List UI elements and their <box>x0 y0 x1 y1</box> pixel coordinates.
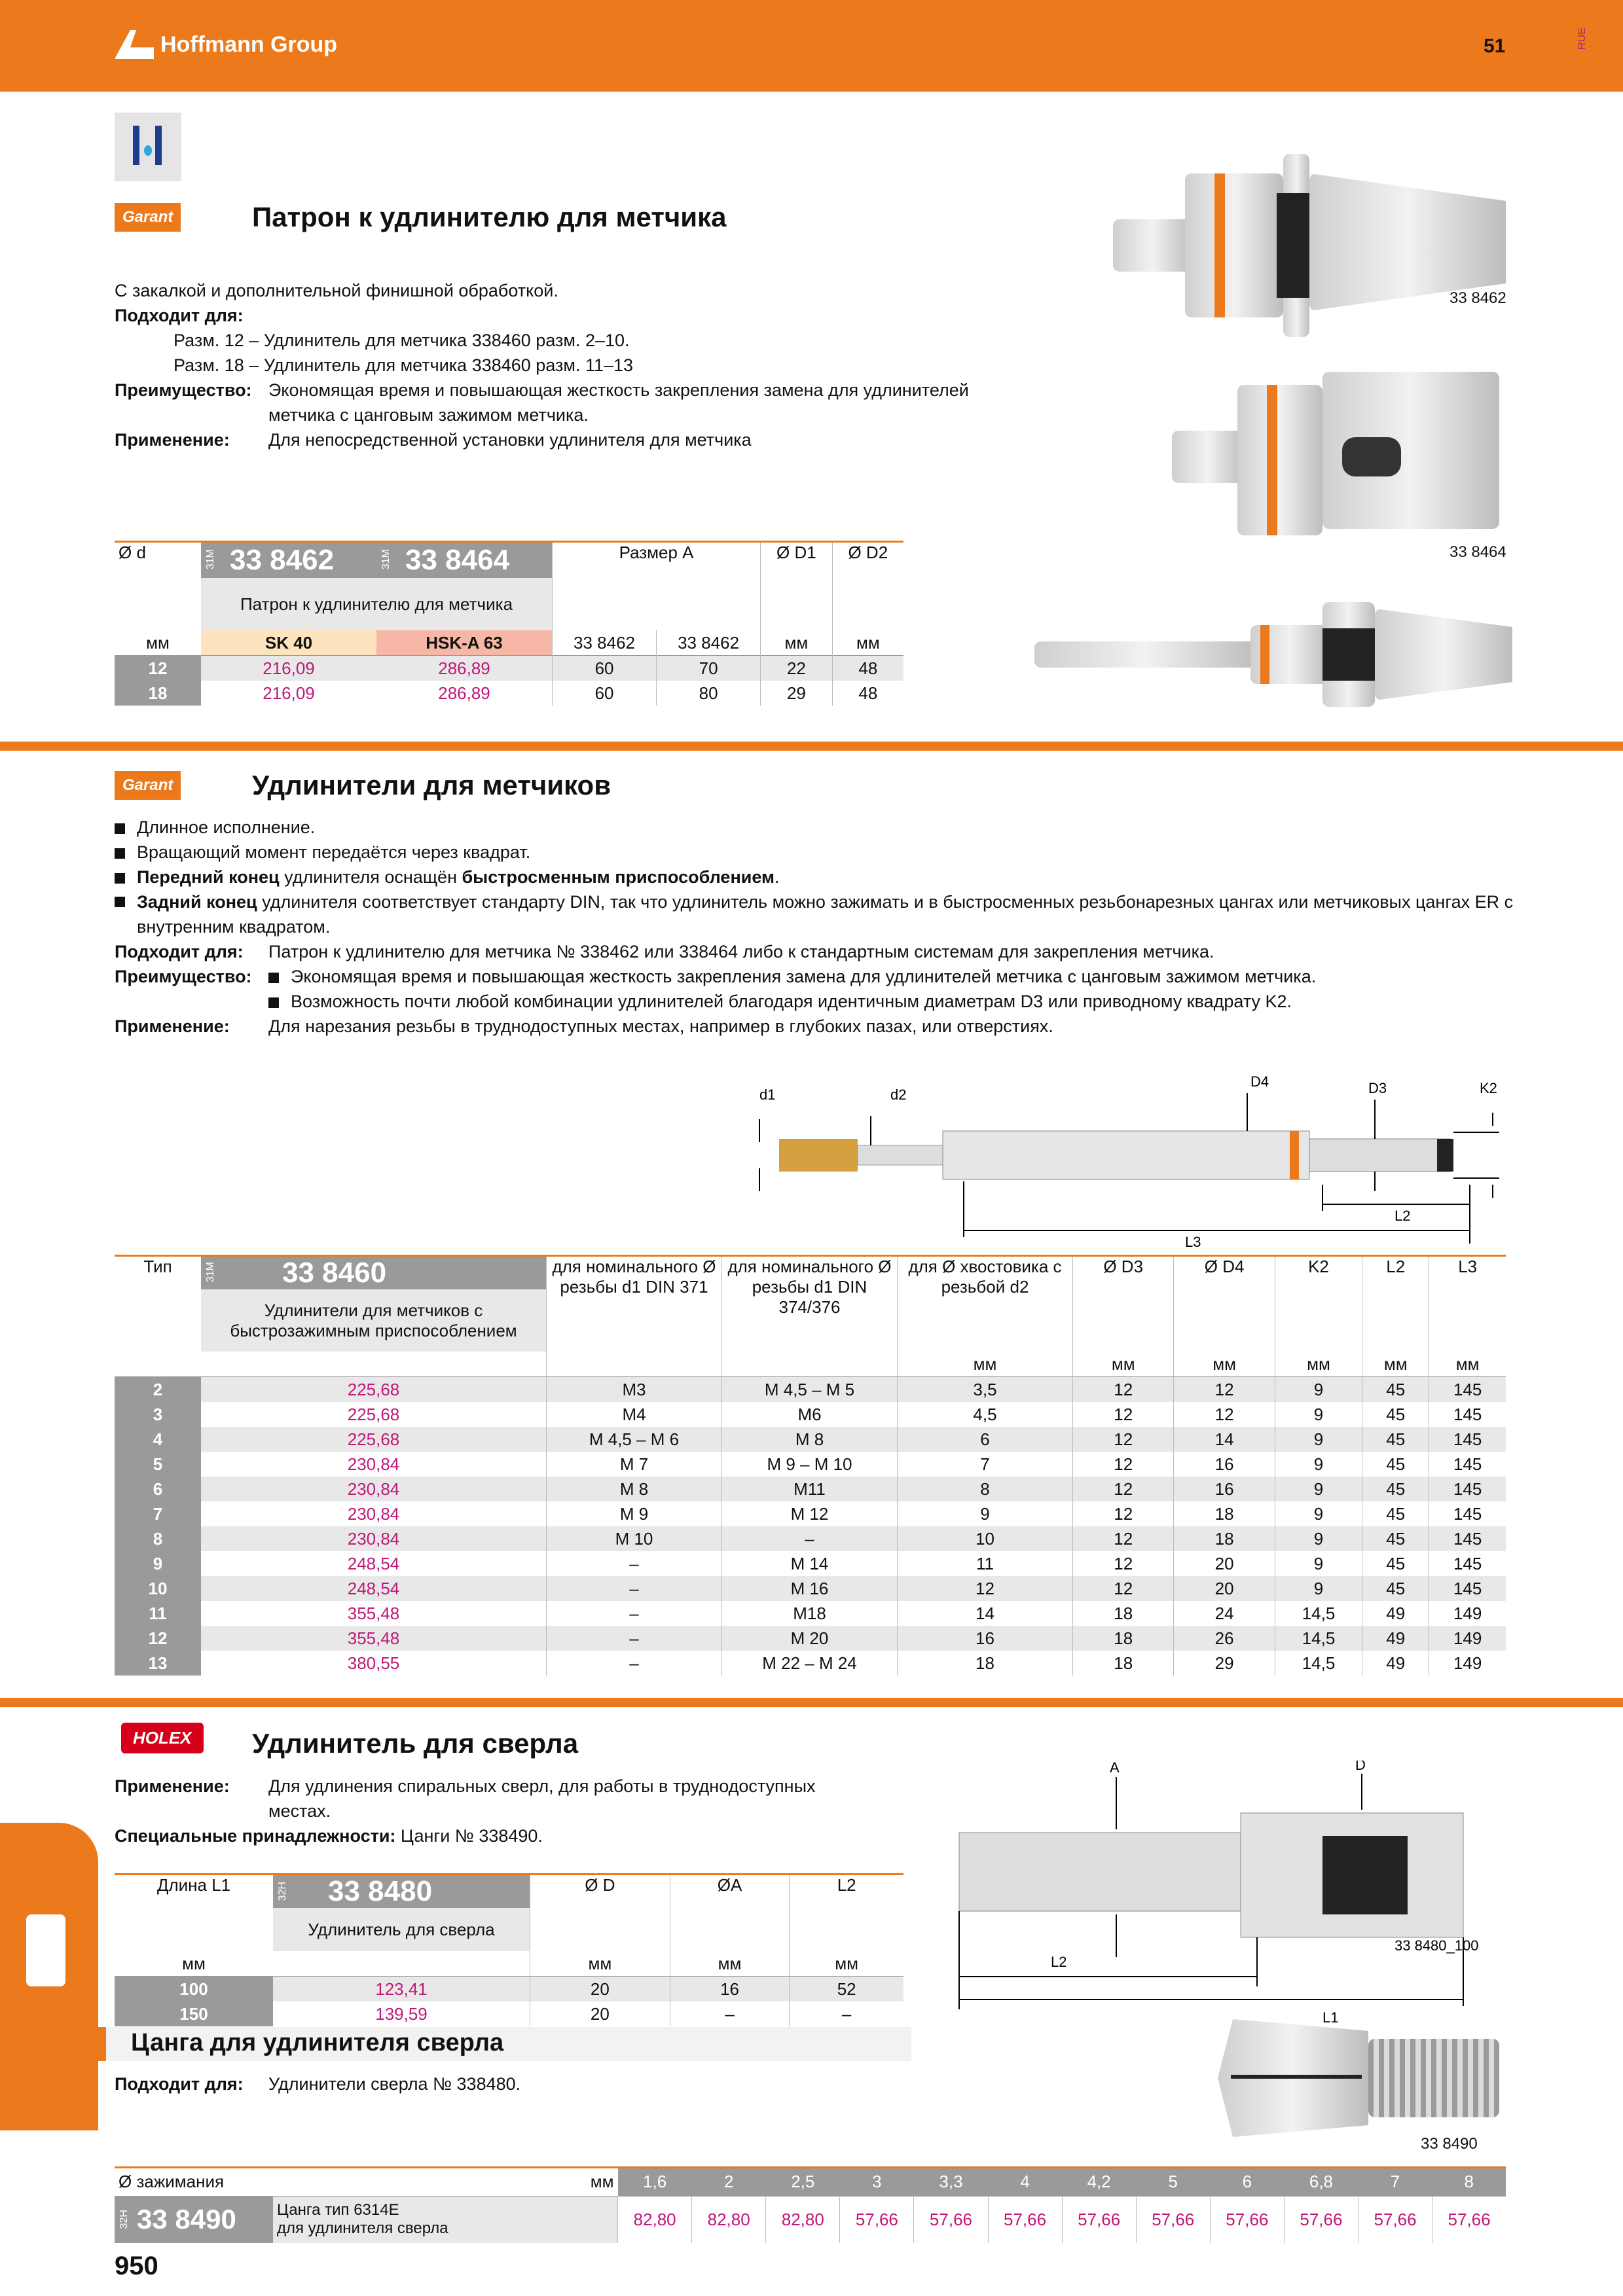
app-text: Для непосредственной установки удлинителя для метчика <box>268 430 752 450</box>
fits-line: Разм. 12 – Удлинитель для метчика 338460 разм. 2–10. <box>173 331 630 350</box>
col-size-a: Размер A <box>553 543 761 578</box>
section-separator <box>0 742 1623 751</box>
dim-d2: d2 <box>890 1086 907 1103</box>
image-caption: 33 8462 <box>1450 289 1506 307</box>
col-L2: L2 <box>790 1875 903 1908</box>
table-row: 12 216,09 286,89 60 70 22 48 <box>115 656 903 681</box>
brand-name: Hoffmann Group <box>160 31 338 57</box>
section-text: Длинное исполнение. Вращающий момент передаётся через квадрат. Передний конец удлинителя оснащён быстросменным приспособлением. Задний конец удлинителя соответствует стандарту DIN, так что удлинитель можно зажимать и в быстросменных резьбонарезных цангах или метчиковых цангах ER с внутренним квадратом. Подходит для: Патрон к удлинителю для метчика № 338462 или 338464 либо к стандартным системам для закрепления метчика. Преимущество: Экономящая время и повышающая жесткость закрепления замена для удлинителей метчика с цанговым зажимом метчика. Возможность почти любой комбинации удлинителей благодаря идентичным диаметрам D3 или приводному квадрату K2. Применение: Для нарезания резьбы в труднодоступных местах, например в глубоких пазах, или отверстиях. <box>115 815 1529 1039</box>
section-title: Цанга для удлинителя сверла <box>131 2029 504 2056</box>
table-row: 7 230,84 M 9 M 12 9 12 18 9 45 145 <box>115 1501 1506 1526</box>
dim-D4: D4 <box>1250 1073 1269 1090</box>
fits-text: Удлинители сверла № 338480. <box>268 2074 521 2094</box>
logo-mark-icon <box>115 30 154 59</box>
fits-label: Подходит для: <box>115 306 244 325</box>
tap-extension-drawing <box>727 1067 1545 1250</box>
table-row: 13 380,55 – M 22 – M 24 18 18 29 14,5 49 149 <box>115 1651 1506 1676</box>
image-caption: 33 8490 <box>1421 2135 1478 2153</box>
catalog-code: RUE <box>1576 27 1588 50</box>
section-title: Удлинители для метчиков <box>252 770 611 800</box>
section-title: Патрон к удлинителю для метчика <box>252 202 727 232</box>
adv-text: Экономящая время и повышающая жесткость закрепления замена для удлинителей метчика с цанговым зажимом метчика. <box>268 380 969 425</box>
app-text: Для удлинения спиральных сверл, для работы в труднодоступных местах. <box>268 1776 816 1821</box>
table-row: 11 355,48 – M18 14 18 24 14,5 49 149 <box>115 1601 1506 1626</box>
hsk-label: HSK-A 63 <box>376 630 553 656</box>
image-caption: 33 8480_100 <box>1395 1937 1479 1954</box>
col-K2: K2 <box>1275 1257 1362 1352</box>
app-text: Для нарезания резьбы в труднодоступных местах, например в глубоких пазах, или отверстиях. <box>268 1016 1053 1036</box>
table-row: 3 225,68 M4 M6 4,5 12 12 9 45 145 <box>115 1402 1506 1427</box>
tap-thread <box>779 1139 858 1172</box>
garant-badge: Garant <box>115 771 181 800</box>
section-text <box>115 278 1031 452</box>
adv-label: Преимущество: <box>115 380 252 400</box>
acc-text: Цанги № 338490. <box>400 1826 543 1846</box>
sk-label: SK 40 <box>201 630 376 656</box>
col-D: Ø D <box>530 1875 670 1908</box>
col-L2: L2 <box>1362 1257 1429 1352</box>
dim-L2: L2 <box>1395 1208 1411 1224</box>
col-D2: Ø D2 <box>832 543 903 578</box>
table-row: 32H 33 8490 Цанга тип 6314E для удлинителя сверла 82,80 82,80 82,80 57,66 57,66 57,66 57,66 57,66 57,66 57,66 57,66 57,66 <box>115 2196 1506 2243</box>
table-row: 150 139,59 20 – – <box>115 2001 903 2026</box>
col-type: Тип <box>143 1257 172 1276</box>
article-header: 31M 33 8460 <box>201 1257 547 1289</box>
unit: мм <box>761 630 833 656</box>
product-image-338462 <box>1113 134 1506 344</box>
table-row: 10 248,54 – M 16 12 12 20 9 45 145 <box>115 1576 1506 1601</box>
table-row: 5 230,84 M 7 M 9 – M 10 7 12 16 9 45 145 <box>115 1452 1506 1477</box>
table-row: 12 355,48 – M 20 16 18 26 14,5 49 149 <box>115 1626 1506 1651</box>
col-A: ØA <box>670 1875 790 1908</box>
col-d: Ø d <box>119 543 146 562</box>
col-length: Длина L1 <box>156 1875 231 1895</box>
col-D4: Ø D4 <box>1174 1257 1275 1352</box>
garant-badge: Garant <box>115 203 181 232</box>
acc-label: Специальные принадлежности: <box>115 1826 396 1846</box>
fits-line: Разм. 18 – Удлинитель для метчика 338460 разм. 11–13 <box>173 355 634 375</box>
tool-holder-icon <box>26 1914 65 1986</box>
dim-K2: K2 <box>1480 1080 1497 1096</box>
table-row: 2 225,68 M3 M 4,5 – M 5 3,5 12 12 9 45 145 <box>115 1377 1506 1403</box>
table-row: 8 230,84 M 10 – 10 12 18 9 45 145 <box>115 1526 1506 1551</box>
clamp-label: Ø зажимания <box>119 2172 225 2192</box>
brand-logo <box>115 30 337 59</box>
chuck-table <box>115 541 903 706</box>
page-number: 51 <box>1484 35 1506 57</box>
collet-table: Ø зажимания мм 1,6 2 2,5 3 3,3 4 4,2 5 6 6,8 7 8 32H 33 8490 Цанга тип 6314E для удлинителя сверла 82,80 82,80 82,80 57,66 57,66 57,66 57,66 57,66 57,66 57,66 57,66 57,66 <box>115 2166 1506 2243</box>
product-image-shank <box>1034 589 1512 720</box>
article-header: 31M 33 8464 <box>376 543 553 578</box>
article-desc: Патрон к удлинителю для метчика <box>201 578 553 630</box>
size-a-sub: 33 8462 <box>553 630 657 656</box>
dim-D: D <box>1355 1761 1366 1773</box>
adv-label: Преимущество: <box>115 967 252 986</box>
fits-label: Подходит для: <box>115 942 244 961</box>
unit: мм <box>146 632 170 653</box>
section-text <box>115 2072 520 2096</box>
bullet-text: Длинное исполнение. <box>137 817 316 837</box>
table-row: 4 225,68 M 4,5 – M 6 M 8 6 12 14 9 45 145 <box>115 1427 1506 1452</box>
section-title: Удлинитель для сверла <box>252 1728 579 1759</box>
extension-table: Тип 31M 33 8460 для номинального Ø резьбы d1 DIN 371 для номинального Ø резьбы d1 DIN 374/376 для Ø хвостовика с резьбой d2 Ø D3 Ø D4 K2 L2 L3 Удлинители для метчиков с быстрозажимным приспособлением мм мм мм мм мм мм 2 225,68 M3 M 4,5 – M 5 3,5 12 12 9 45 145 3 225,68 M4 M6 4,5 12 12 9 45 145 4 225,68 M 4,5 – M 6 M 8 6 12 14 9 45 145 5 230,84 M 7 M 9 – M 10 7 12 16 9 45 145 6 230,84 M 8 M11 8 12 16 9 45 145 7 230,84 M 9 M 12 9 12 18 9 45 145 8 230,84 M 10 – 10 12 18 9 45 145 9 248,54 – M 14 11 12 20 9 45 145 10 248,54 – M 16 12 12 20 9 45 145 11 355,48 – M18 14 18 24 14,5 49 149 12 355,48 – M 20 16 18 26 14,5 49 149 13 380,55 – M 22 – M 24 18 18 29 14,5 49 149 <box>115 1255 1506 1676</box>
table-row: 100 123,41 20 16 52 <box>115 1977 903 2002</box>
fits-label: Подходит для: <box>115 2074 244 2094</box>
category-tab <box>0 1823 98 2130</box>
size-a-sub: 33 8462 <box>657 630 761 656</box>
col-din374: для номинального Ø резьбы d1 DIN 374/376 <box>722 1257 898 1352</box>
unit: мм <box>832 630 903 656</box>
app-label: Применение: <box>115 1776 230 1796</box>
col-din371: для номинального Ø резьбы d1 DIN 371 <box>547 1257 722 1352</box>
dim-L1: L1 <box>1322 2009 1339 2026</box>
dim-L2: L2 <box>1051 1954 1067 1970</box>
footer-page-number: 950 <box>115 2251 158 2280</box>
article-header: 32H 33 8480 <box>273 1875 530 1908</box>
intro-text: С закалкой и дополнительной финишной обработкой. <box>115 281 558 300</box>
section-separator <box>0 1698 1623 1707</box>
dim-L3: L3 <box>1185 1234 1201 1250</box>
table-row: 18 216,09 286,89 60 80 29 48 <box>115 681 903 706</box>
product-image-338464 <box>1172 359 1506 548</box>
col-d2: для Ø хвостовика с резьбой d2 <box>898 1257 1073 1352</box>
drill-extension-table: Длина L1 32H 33 8480 Ø D ØA L2 Удлинитель для сверла мм мм мм мм 100 123,41 20 16 52 150 139,59 20 – – <box>115 1873 903 2026</box>
dim-D3: D3 <box>1368 1080 1387 1096</box>
article-desc: Удлинитель для сверла <box>273 1908 530 1951</box>
holex-badge: HOLEX <box>121 1723 204 1753</box>
image-caption: 33 8464 <box>1450 543 1506 561</box>
bullet-text: Вращающий момент передаётся через квадрат. <box>137 842 531 862</box>
section-text <box>115 1774 920 1848</box>
coolant-icon <box>115 113 181 181</box>
dim-d1: d1 <box>759 1086 776 1103</box>
app-label: Применение: <box>115 1016 230 1036</box>
table-row: 9 248,54 – M 14 11 12 20 9 45 145 <box>115 1551 1506 1576</box>
dim-A: A <box>1110 1761 1120 1776</box>
unit: мм <box>590 2172 614 2192</box>
article-desc: Удлинители для метчиков с быстрозажимным приспособлением <box>201 1289 547 1352</box>
col-D3: Ø D3 <box>1073 1257 1174 1352</box>
col-L3: L3 <box>1429 1257 1506 1352</box>
fits-text: Патрон к удлинителю для метчика № 338462 или 338464 либо к стандартным системам для закрепления метчика. <box>268 942 1214 961</box>
drill-extension-drawing <box>943 1761 1512 2042</box>
app-label: Применение: <box>115 430 230 450</box>
table-row: 6 230,84 M 8 M11 8 12 16 9 45 145 <box>115 1477 1506 1501</box>
col-D1: Ø D1 <box>761 543 833 578</box>
collet-image <box>1218 2019 1506 2144</box>
article-header: 31M 33 8462 <box>201 543 376 578</box>
